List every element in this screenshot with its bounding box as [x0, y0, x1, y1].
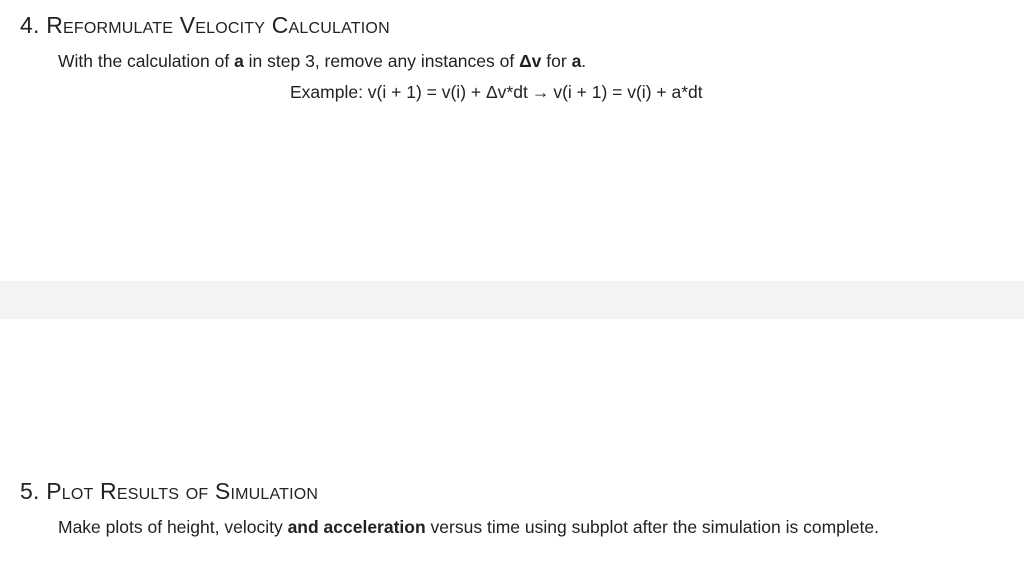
instruction-text-2: in step 3, remove any instances of [243, 51, 520, 71]
section-4-heading [20, 12, 390, 39]
instruction-text-1: With the calculation of [58, 51, 235, 71]
section-5-heading [20, 478, 318, 505]
plot-text-2: versus time using subplot after the simulation is complete. [425, 517, 879, 537]
instruction-text-3: for [541, 51, 572, 71]
section-4-title: Reformulate Velocity Calculation [46, 12, 390, 38]
instruction-text-4: . [581, 51, 587, 71]
velocity-example [290, 82, 703, 103]
section-4-instruction [58, 51, 586, 72]
right-arrow-icon: → [531, 82, 550, 102]
instruction-bold-delta-v: Δv [519, 51, 542, 71]
example-right-formula: v(i + 1) = v(i) + a*dt [553, 82, 703, 102]
section-4-number: 4. [20, 12, 40, 38]
section-5-instruction [58, 517, 879, 538]
example-left-formula: Example: v(i + 1) = v(i) + Δv*dt [290, 82, 528, 102]
plot-text-1: Make plots of height, velocity [58, 517, 288, 537]
instruction-bold-a-2: a [571, 51, 582, 71]
divider-band [0, 281, 1024, 319]
section-5-title: Plot Results of Simulation [46, 478, 319, 504]
plot-bold-acceleration: and acceleration [287, 517, 426, 537]
instruction-bold-a: a [234, 51, 244, 71]
section-5-number: 5. [20, 478, 40, 504]
